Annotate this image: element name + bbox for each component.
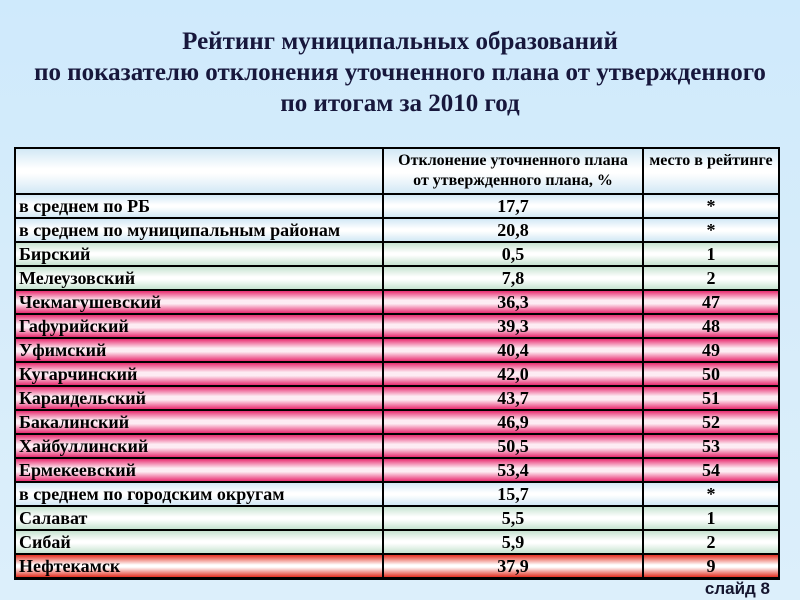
table-row bbox=[16, 553, 778, 577]
cell-rank: 2 bbox=[642, 531, 778, 553]
cell-rank: * bbox=[642, 483, 778, 505]
header-rank-label: место в рейтинге bbox=[649, 152, 773, 169]
cell-value: 43,7 bbox=[382, 387, 642, 409]
table-row bbox=[16, 193, 778, 217]
table-header-row bbox=[16, 149, 778, 193]
cell-value: 50,5 bbox=[382, 435, 642, 457]
header-cell-rank bbox=[642, 149, 778, 193]
cell-name: Салават bbox=[19, 507, 88, 528]
cell-rank: 9 bbox=[642, 555, 778, 577]
cell-value: 7,8 bbox=[382, 267, 642, 289]
table-row bbox=[16, 457, 778, 481]
cell-rank: 54 bbox=[642, 459, 778, 481]
cell-name: Хайбуллинский bbox=[19, 435, 149, 456]
cell-value: 36,3 bbox=[382, 291, 642, 313]
cell-value: 53,4 bbox=[382, 459, 642, 481]
cell-rank: * bbox=[642, 219, 778, 241]
cell-rank: 2 bbox=[642, 267, 778, 289]
table-row bbox=[16, 217, 778, 241]
header-cell-name bbox=[16, 149, 382, 193]
cell-value: 39,3 bbox=[382, 315, 642, 337]
table-row bbox=[16, 433, 778, 457]
cell-value: 17,7 bbox=[382, 195, 642, 217]
table-row bbox=[16, 289, 778, 313]
cell-rank: 50 bbox=[642, 363, 778, 385]
cell-rank: 53 bbox=[642, 435, 778, 457]
table-row bbox=[16, 337, 778, 361]
cell-value: 20,8 bbox=[382, 219, 642, 241]
cell-value: 40,4 bbox=[382, 339, 642, 361]
cell-rank: 1 bbox=[642, 507, 778, 529]
table-row bbox=[16, 529, 778, 553]
cell-value: 46,9 bbox=[382, 411, 642, 433]
cell-value: 0,5 bbox=[382, 243, 642, 265]
cell-value: 15,7 bbox=[382, 483, 642, 505]
cell-name: в среднем по городским округам bbox=[19, 483, 285, 504]
cell-value: 5,5 bbox=[382, 507, 642, 529]
cell-name: Караидельский bbox=[19, 387, 147, 408]
cell-rank: 48 bbox=[642, 315, 778, 337]
cell-rank: 52 bbox=[642, 411, 778, 433]
cell-name: Ермекеевский bbox=[19, 459, 136, 480]
slide-number: слайд 8 bbox=[704, 579, 770, 598]
cell-name: в среднем по муниципальным районам bbox=[19, 219, 341, 240]
cell-name: Сибай bbox=[19, 531, 71, 552]
table-row bbox=[16, 409, 778, 433]
cell-value: 42,0 bbox=[382, 363, 642, 385]
table-row bbox=[16, 385, 778, 409]
table-row bbox=[16, 505, 778, 529]
table-row bbox=[16, 241, 778, 265]
cell-rank: 47 bbox=[642, 291, 778, 313]
table-row bbox=[16, 313, 778, 337]
title-line-3: по итогам за 2010 год bbox=[280, 90, 520, 117]
slide-title bbox=[0, 26, 800, 119]
cell-name: Нефтекамск bbox=[19, 555, 121, 576]
cell-name: Гафурийский bbox=[19, 315, 129, 336]
cell-name: в среднем по РБ bbox=[19, 195, 150, 216]
table-body bbox=[16, 193, 778, 577]
cell-rank: 49 bbox=[642, 339, 778, 361]
cell-name: Чекмагушевский bbox=[19, 291, 162, 312]
table-row bbox=[16, 265, 778, 289]
cell-rank: * bbox=[642, 195, 778, 217]
header-deviation-line-2: от утвержденного плана, % bbox=[413, 172, 613, 189]
cell-rank: 1 bbox=[642, 243, 778, 265]
cell-name: Уфимский bbox=[19, 339, 107, 360]
header-cell-deviation bbox=[382, 149, 642, 193]
header-deviation-line-1: Отклонение уточненного плана bbox=[398, 152, 628, 169]
table-row bbox=[16, 481, 778, 505]
rating-table bbox=[14, 147, 780, 580]
cell-rank: 51 bbox=[642, 387, 778, 409]
cell-value: 37,9 bbox=[382, 555, 642, 577]
cell-name: Кугарчинский bbox=[19, 363, 138, 384]
table-row bbox=[16, 361, 778, 385]
title-line-2: по показателю отклонения уточненного плана от утвержденного bbox=[34, 59, 766, 86]
cell-name: Бакалинский bbox=[19, 411, 130, 432]
cell-name: Бирский bbox=[19, 243, 91, 264]
title-line-1: Рейтинг муниципальных образований bbox=[182, 28, 618, 55]
cell-value: 5,9 bbox=[382, 531, 642, 553]
cell-name: Мелеузовский bbox=[19, 267, 136, 288]
